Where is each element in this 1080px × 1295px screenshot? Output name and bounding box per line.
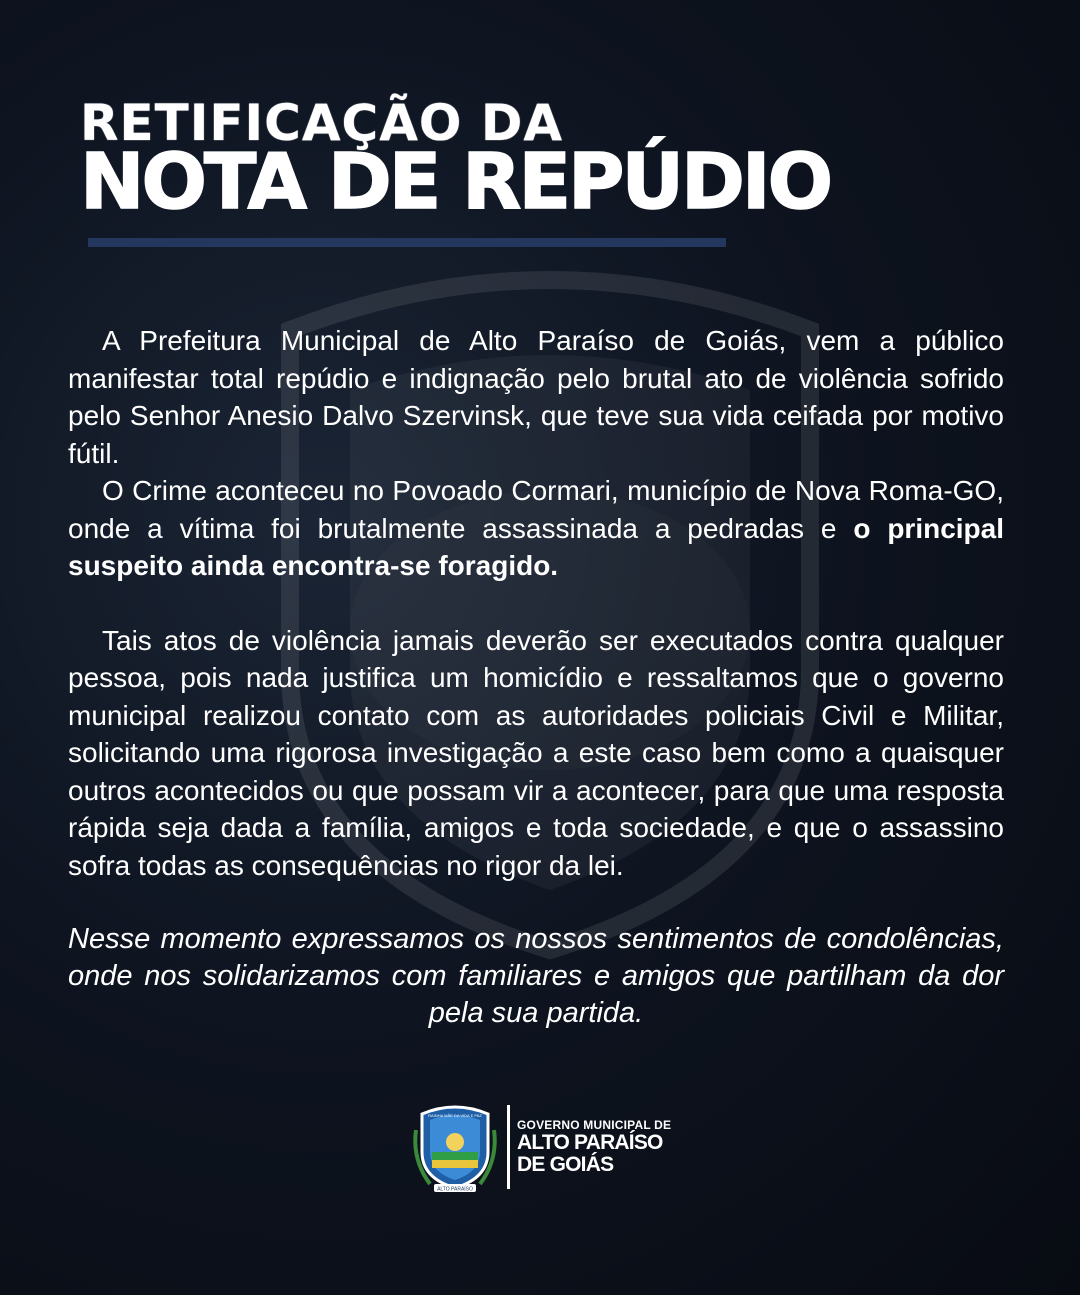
title-block	[80, 94, 831, 227]
title-line-1: RETIFICAÇÃO DA	[80, 94, 564, 152]
closing-paragraph: Nesse momento expressamos os nossos sentimentos de condolências, onde nos solidarizamos com familiares e amigos que partilham da dor pela sua partida.	[68, 923, 1004, 1029]
title-underline	[88, 238, 726, 247]
paragraph-2	[68, 472, 1004, 585]
logo-text	[517, 1118, 671, 1176]
paragraph-2-bold: o principal suspeito ainda encontra-se foragido.	[68, 512, 1005, 581]
footer-logo	[410, 1100, 690, 1195]
paragraph-3: Tais atos de violência jamais deverão ser executados contra qualquer pessoa, pois nada justifica um homicídio e ressaltamos que o governo municipal realizou contato com as autoridades policiais Civil e Militar, solicitando uma rigorosa investigação a este caso bem como a quaisquer outros acontecidos ou que possam vir a acontecer, para que uma resposta rápida seja dada a família, amigos e toda sociedade, e que o assassino sofra todas as consequências no rigor da lei.	[68, 624, 1004, 881]
logo-small-text: GOVERNO MUNICIPAL DE	[517, 1118, 672, 1132]
paragraph-1: A Prefeitura Municipal de Alto Paraíso de Goiás, vem a público manifestar total repúdio e indignação pelo brutal ato de violência sofrido pelo Senhor Anesio Dalvo Szervinsk, que teve sua vida ceifada por motivo fútil.	[68, 325, 1004, 469]
logo-divider	[507, 1105, 510, 1189]
crest-motto-text: RAINHA MÃE DA VIDA E PAZ	[428, 1113, 482, 1118]
logo-city-line-1: ALTO PARAÍSO	[517, 1131, 663, 1154]
crest-banner-text: ALTO PARAÍSO	[437, 1186, 473, 1193]
title-line-2: NOTA DE REPÚDIO	[80, 138, 831, 227]
statement-body	[68, 322, 1004, 1032]
logo-city-line-2: DE GOIÁS	[517, 1153, 614, 1176]
paragraph-2-text: O Crime aconteceu no Povoado Cormari, município de Nova Roma-GO, onde a vítima foi brutalmente assassinada a pedradas e	[68, 475, 1004, 544]
municipal-crest-icon	[410, 1100, 500, 1195]
